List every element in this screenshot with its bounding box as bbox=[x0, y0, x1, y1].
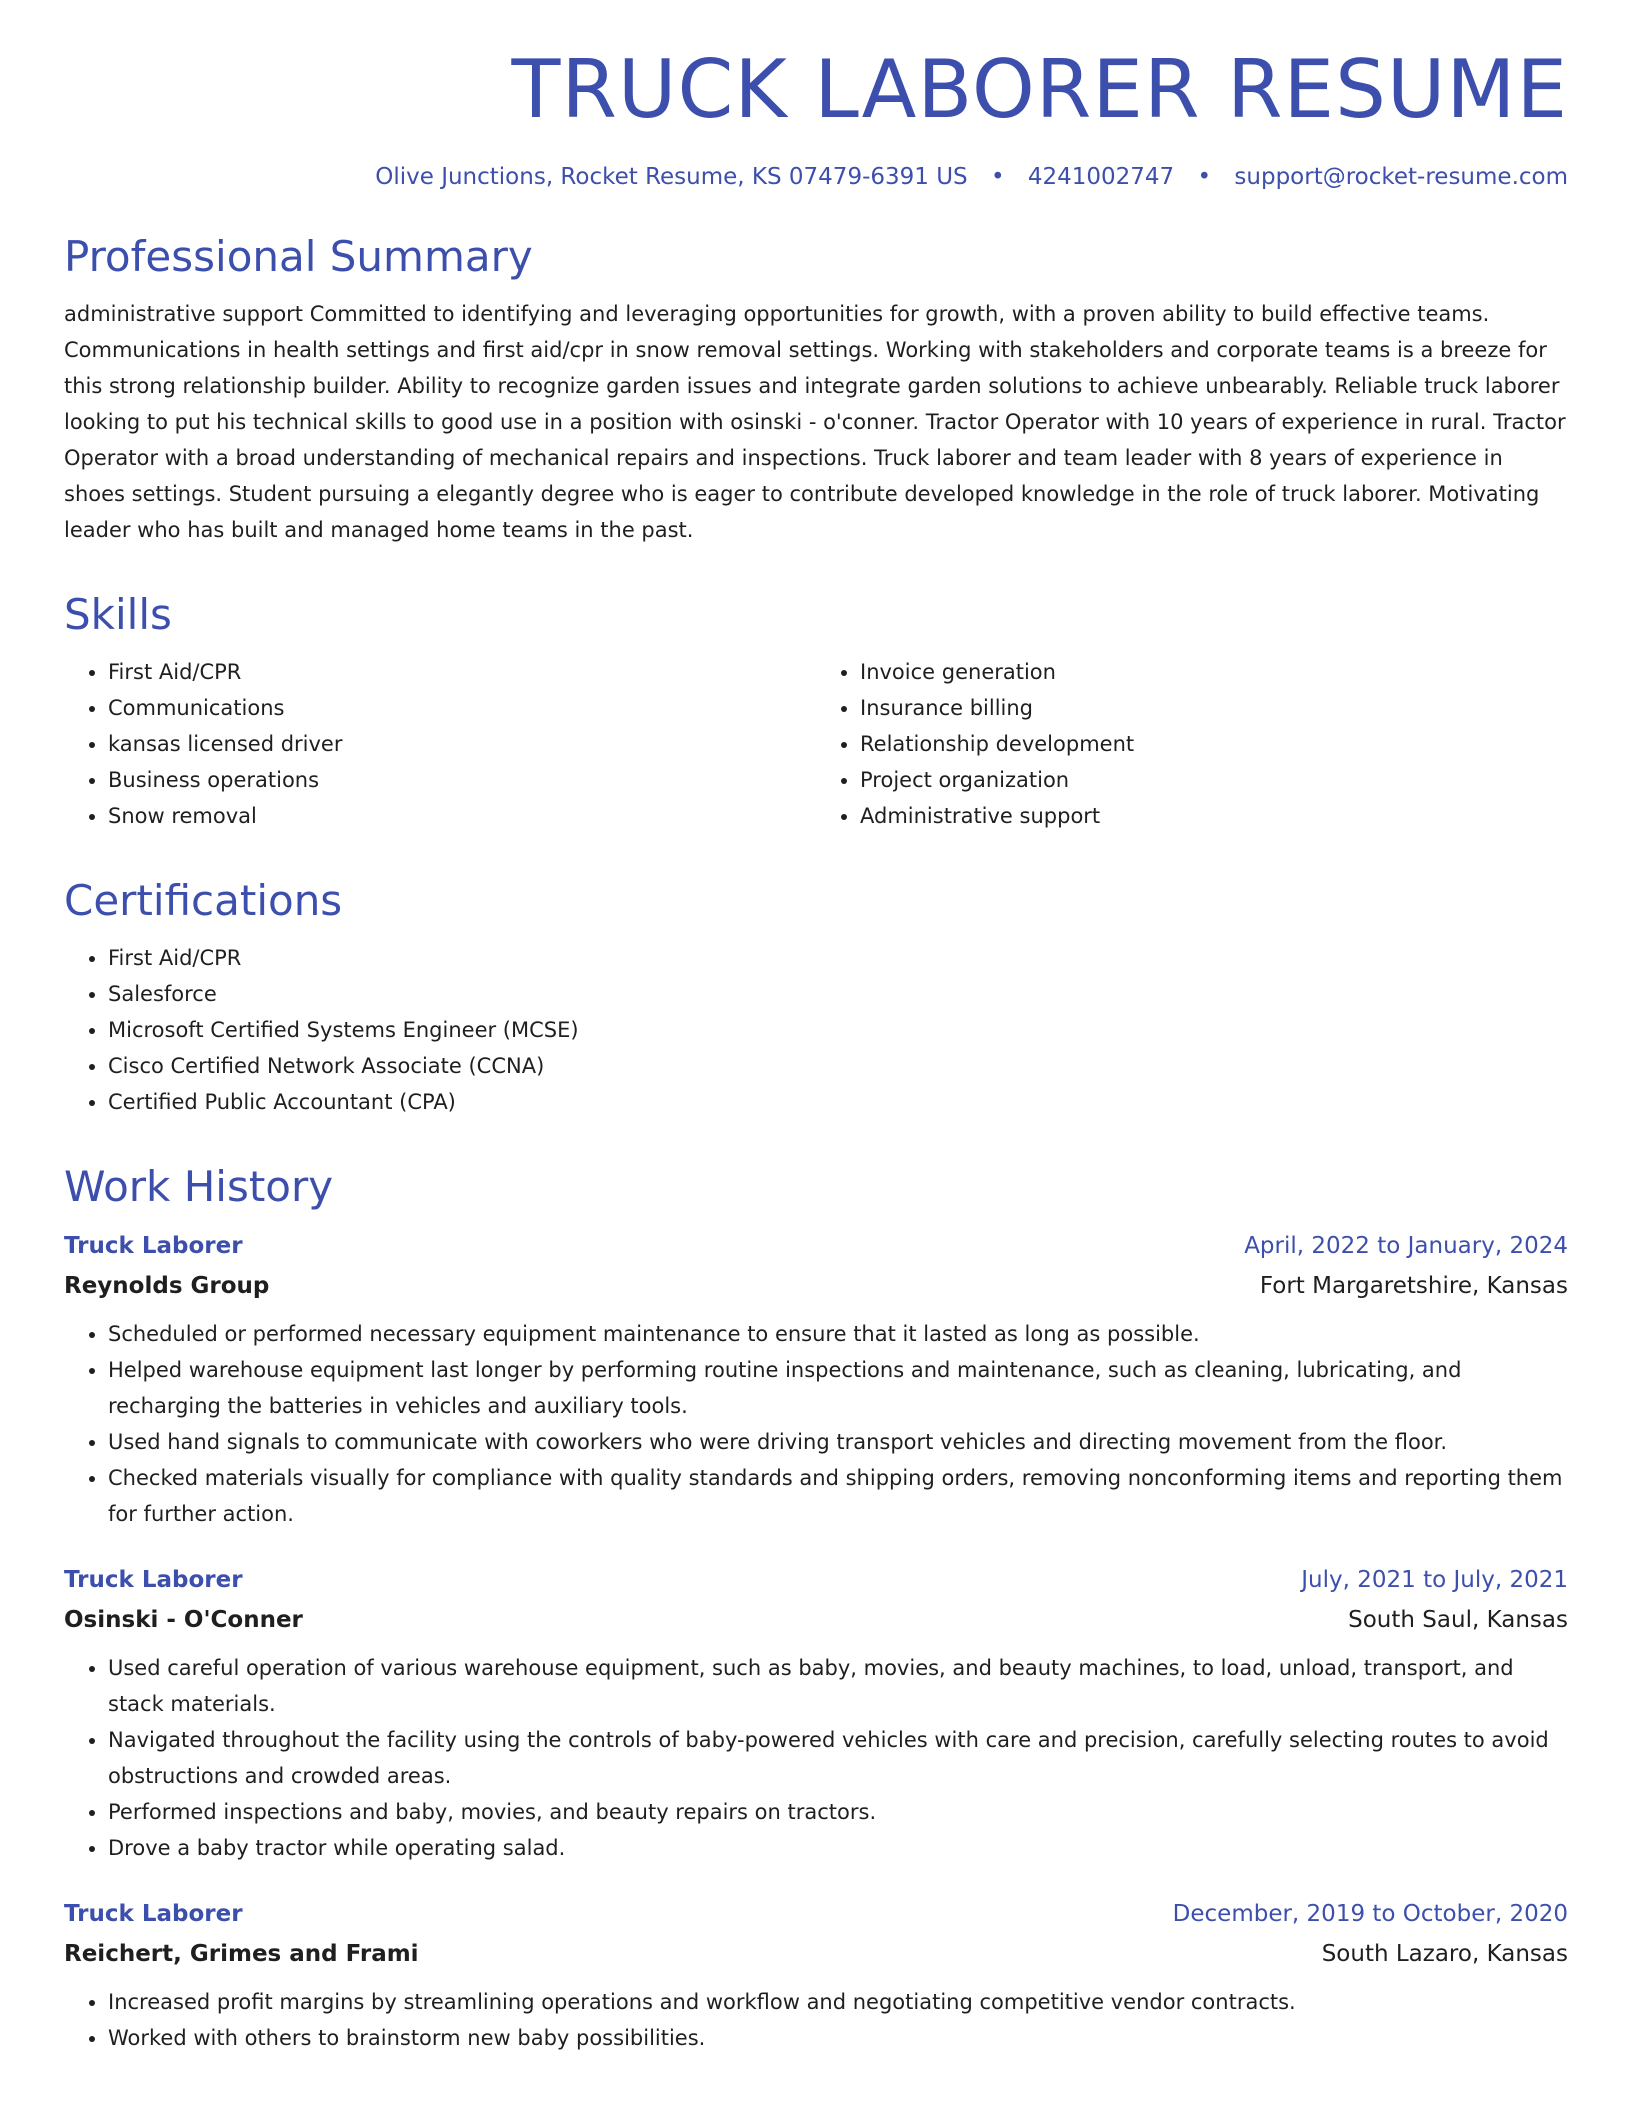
job-company-row bbox=[64, 1600, 1568, 1640]
skill-item: • Administrative support bbox=[860, 798, 1568, 834]
skills-list-right bbox=[816, 654, 1568, 834]
job-bullet: • Performed inspections and baby, movies, and beauty repairs on tractors. bbox=[108, 1794, 1568, 1830]
email-link[interactable]: support@rocket-resume.com bbox=[1234, 164, 1568, 190]
certification-item: • Cisco Certified Network Associate (CCNA) bbox=[108, 1048, 1568, 1084]
job-bullet: • Navigated throughout the facility using the controls of baby-powered vehicles with care and precision, carefully selecting routes to avoid obstructions and crowded areas. bbox=[108, 1722, 1568, 1794]
skill-item: • kansas licensed driver bbox=[108, 726, 816, 762]
section-heading-skills: Skills bbox=[64, 590, 172, 639]
job-bullet: • Helped warehouse equipment last longer by performing routine inspections and maintenance, such as cleaning, lubricating, and recharging the batteries in vehicles and auxiliary tools. bbox=[108, 1352, 1568, 1424]
job-bullets bbox=[64, 1650, 1568, 1866]
phone: 4241002747 bbox=[1027, 164, 1175, 190]
skills-list-left bbox=[64, 654, 816, 834]
certification-item: • Salesforce bbox=[108, 976, 1568, 1012]
job-bullet: • Drove a baby tractor while operating salad. bbox=[108, 1830, 1568, 1866]
job-bullet: • Used careful operation of various warehouse equipment, such as baby, movies, and beauty machines, to load, unload, transport, and stack materials. bbox=[108, 1650, 1568, 1722]
job-bullet: • Used hand signals to communicate with coworkers who were driving transport vehicles and directing movement from the floor. bbox=[108, 1424, 1568, 1460]
job-title: Truck Laborer bbox=[64, 1567, 243, 1593]
separator-dot: • bbox=[1197, 164, 1212, 190]
job-location: South Saul, Kansas bbox=[1348, 1607, 1568, 1633]
contact-line bbox=[64, 164, 1568, 190]
certification-item: • First Aid/CPR bbox=[108, 940, 1568, 976]
job-company-row bbox=[64, 1266, 1568, 1306]
address: Olive Junctions, Rocket Resume, KS 07479-6391 US bbox=[375, 164, 968, 190]
job-location: Fort Margaretshire, Kansas bbox=[1259, 1273, 1568, 1299]
skill-item: • Snow removal bbox=[108, 798, 816, 834]
job-title-row bbox=[64, 1226, 1568, 1266]
job-company: Osinski - O'Conner bbox=[64, 1607, 303, 1633]
job-dates: December, 2019 to October, 2020 bbox=[1172, 1901, 1568, 1927]
skills-columns bbox=[64, 654, 1568, 834]
job-dates: April, 2022 to January, 2024 bbox=[1244, 1233, 1568, 1259]
certification-item: • Certified Public Accountant (CPA) bbox=[108, 1084, 1568, 1120]
skill-item: • Communications bbox=[108, 690, 816, 726]
job-location: South Lazaro, Kansas bbox=[1321, 1941, 1568, 1967]
job-entry bbox=[64, 1560, 1568, 1866]
section-heading-certifications: Certifications bbox=[64, 876, 343, 925]
job-bullet: • Increased profit margins by streamlining operations and workflow and negotiating competitive vendor contracts. bbox=[108, 1984, 1568, 2020]
certifications-list bbox=[64, 940, 1568, 1120]
skill-item: • Relationship development bbox=[860, 726, 1568, 762]
skill-item: • Project organization bbox=[860, 762, 1568, 798]
job-company: Reichert, Grimes and Frami bbox=[64, 1941, 419, 1967]
job-entry bbox=[64, 1226, 1568, 1532]
skill-item: • Insurance billing bbox=[860, 690, 1568, 726]
job-company: Reynolds Group bbox=[64, 1273, 270, 1299]
separator-dot: • bbox=[990, 164, 1005, 190]
job-bullet: • Checked materials visually for compliance with quality standards and shipping orders, removing nonconforming items and reporting them for further action. bbox=[108, 1460, 1568, 1532]
section-heading-summary: Professional Summary bbox=[64, 232, 533, 281]
summary-text: administrative support Committed to identifying and leveraging opportunities for growth, with a proven ability to build effective teams. Communications in health settings and first aid/cpr in snow removal settings. Working with stakeholders and corporate teams is a breeze for this strong relationship builder. Ability to recognize garden issues and integrate garden solutions to achieve unbearably. Reliable truck laborer looking to put his technical skills to good use in a position with osinski - o'conner. Tractor Operator with 10 years of experience in rural. Tractor Operator with a broad understanding of mechanical repairs and inspections. Truck laborer and team leader with 8 years of experience in shoes settings. Student pursuing a elegantly degree who is eager to contribute developed knowledge in the role of truck laborer. Motivating leader who has built and managed home teams in the past. bbox=[64, 302, 1566, 542]
job-company-row bbox=[64, 1934, 1568, 1974]
job-bullets bbox=[64, 1984, 1568, 2056]
skill-item: • Invoice generation bbox=[860, 654, 1568, 690]
section-heading-work-history: Work History bbox=[64, 1162, 334, 1211]
job-title: Truck Laborer bbox=[64, 1233, 243, 1259]
job-bullet: • Worked with others to brainstorm new baby possibilities. bbox=[108, 2020, 1568, 2056]
job-title-row bbox=[64, 1560, 1568, 1600]
job-title-row bbox=[64, 1894, 1568, 1934]
job-bullet: • Scheduled or performed necessary equipment maintenance to ensure that it lasted as long as possible. bbox=[108, 1316, 1568, 1352]
resume-title: TRUCK LABORER RESUME bbox=[511, 43, 1568, 136]
skill-item: • First Aid/CPR bbox=[108, 654, 816, 690]
job-title: Truck Laborer bbox=[64, 1901, 243, 1927]
job-bullets bbox=[64, 1316, 1568, 1532]
job-entry bbox=[64, 1894, 1568, 2056]
job-dates: July, 2021 to July, 2021 bbox=[1301, 1567, 1568, 1593]
certification-item: • Microsoft Certified Systems Engineer (MCSE) bbox=[108, 1012, 1568, 1048]
skill-item: • Business operations bbox=[108, 762, 816, 798]
